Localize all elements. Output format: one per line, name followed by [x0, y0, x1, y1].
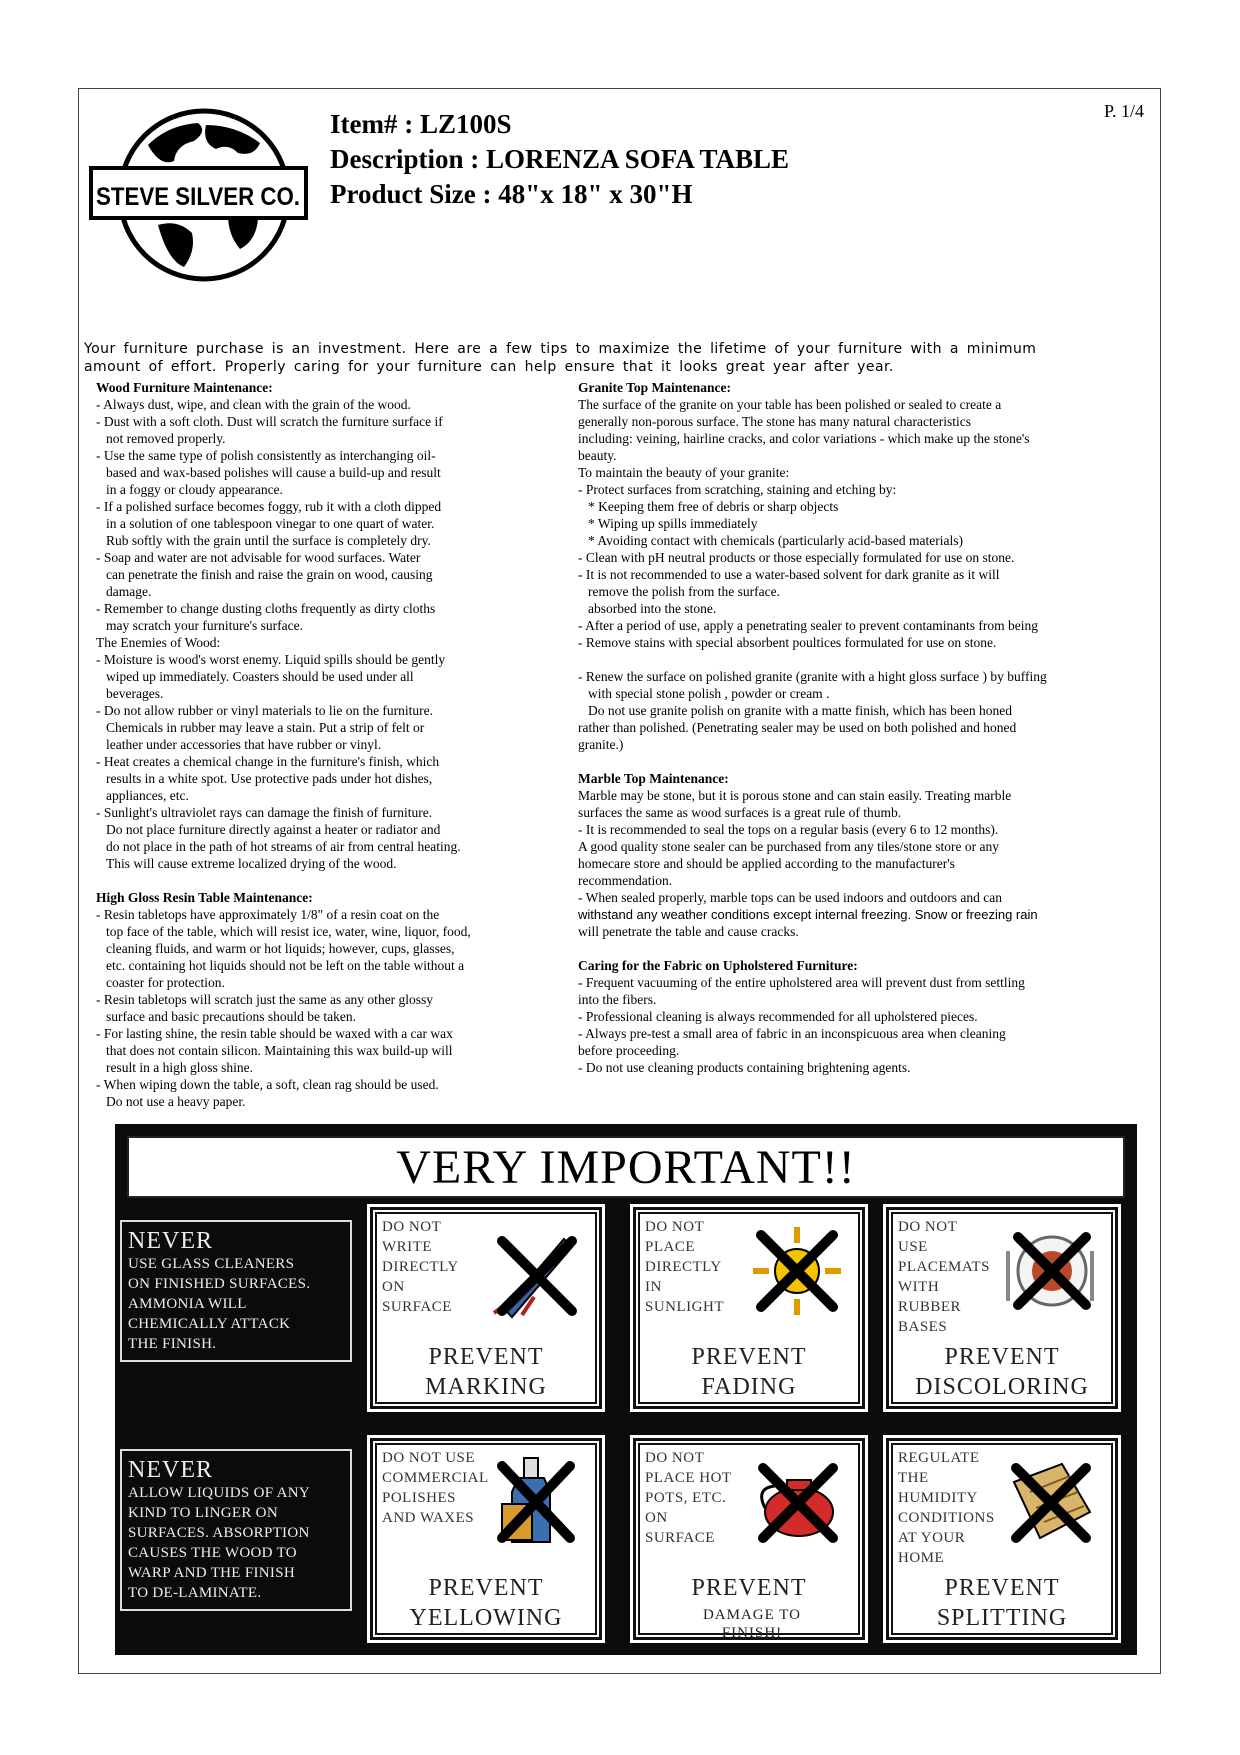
never-title: NEVER [128, 1457, 213, 1483]
care-tip-line: - Moisture is wood's worst enemy. Liquid spills should be gently [96, 652, 446, 667]
never-liquids-box [120, 1449, 352, 1611]
card-line: BASES [898, 1319, 948, 1335]
prevent-yellowing-card [367, 1435, 605, 1643]
card-line: PLACEMATS [898, 1259, 991, 1275]
care-tip-line: - When wiping down the table, a soft, clean rag should be used. [96, 1077, 439, 1092]
care-tip-line: - It is not recommended to use a water-based solvent for dark granite as it will [578, 567, 1000, 582]
card-line: DO NOT [645, 1450, 705, 1466]
care-tip-line: - After a period of use, apply a penetrating sealer to prevent contaminants from being [578, 618, 1038, 633]
card-line: DO NOT [382, 1219, 442, 1235]
section-heading: Wood Furniture Maintenance: [96, 380, 273, 395]
prevent-reason: FADING [701, 1374, 797, 1400]
section-heading: Granite Top Maintenance: [578, 380, 732, 395]
product-description: Description : LORENZA SOFA TABLE [330, 144, 790, 174]
card-instructions [898, 1448, 995, 1568]
card-line: HOME [898, 1550, 945, 1566]
care-tip-line: * Keeping them free of debris or sharp objects [588, 499, 839, 514]
never-line: ON FINISHED SURFACES. [128, 1276, 311, 1292]
prevent-fading-card [630, 1204, 868, 1412]
card-line: USE [898, 1239, 928, 1255]
care-tip-line: leather under accessories that have rubber or vinyl. [106, 737, 382, 752]
care-tip-line: - Always pre-test a small area of fabric in an inconspicuous area when cleaning [578, 1026, 1006, 1041]
never-line: ALLOW LIQUIDS OF ANY [128, 1485, 310, 1501]
care-tip-line: results in a white spot. Use protective pads under hot dishes, [106, 771, 433, 786]
spacer [96, 872, 471, 889]
card-line: PLACE HOT [645, 1470, 732, 1486]
intro-line: amount of effort. Properly caring for your furniture can help ensure that it looks great year after year. [84, 359, 894, 375]
care-tip-line: based and wax-based polishes will cause a build-up and result [106, 465, 441, 480]
item-number: Item# : LZ100S [330, 109, 512, 139]
care-tip-line: - Do not allow rubber or vinyl materials to lie on the furniture. [96, 703, 434, 718]
never-line: TO DE-LAMINATE. [128, 1585, 262, 1601]
card-instructions [898, 1217, 990, 1337]
card-line: DO NOT USE [382, 1450, 476, 1466]
sun-icon [747, 1221, 847, 1321]
section-heading: Caring for the Fabric on Upholstered Furniture: [578, 958, 858, 973]
care-tip-line: Do not place furniture directly against a heater or radiator and [106, 822, 441, 837]
care-tip-line: that does not contain silicon. Maintaining this wax build-up will [106, 1043, 453, 1058]
never-body [128, 1254, 344, 1354]
card-line: REGULATE [898, 1450, 980, 1466]
care-tip-line: before proceeding. [578, 1043, 680, 1058]
prevent-marking-card [367, 1204, 605, 1412]
prevent-reason: DAMAGE TO FINISH! [702, 1607, 802, 1641]
very-important-panel [115, 1124, 1137, 1655]
care-tip-line: - Resin tabletops have approximately 1/8" of a resin coat on the [96, 907, 440, 922]
care-tip-line: - Resin tabletops will scratch just the same as any other glossy [96, 992, 434, 1007]
care-tip-line: homecare store and should be applied according to the manufacturer's [578, 856, 955, 871]
care-tip-line: * Wiping up spills immediately [588, 516, 758, 531]
card-line: WITH [898, 1279, 940, 1295]
care-tip-line: - Soap and water are not advisable for wood surfaces. Water [96, 550, 421, 565]
care-tip-line: To maintain the beauty of your granite: [578, 465, 790, 480]
card-line: DO NOT [898, 1219, 958, 1235]
care-tip-line: remove the polish from the surface. [588, 584, 780, 599]
care-tip-line: generally non-porous surface. The stone has many natural characteristics [578, 414, 971, 429]
card-line: ON [645, 1510, 668, 1526]
care-tip-line: with special stone polish , powder or cream . [588, 686, 830, 701]
care-tip-line: - Sunlight's ultraviolet rays can damage the finish of furniture. [96, 805, 433, 820]
wood-and-resin-care-column [96, 379, 471, 1110]
never-line: WARP AND THE FINISH [128, 1565, 295, 1581]
card-instructions [645, 1448, 732, 1548]
care-tip-line: Chemicals in rubber may leave a stain. Put a strip of felt or [106, 720, 425, 735]
prevent-label: PREVENT [944, 1575, 1060, 1601]
prevent-damage-card [630, 1435, 868, 1643]
care-tip-line: - If a polished surface becomes foggy, rub it with a cloth dipped [96, 499, 442, 514]
care-tip-line: - Clean with pH neutral products or those especially formulated for use on stone. [578, 550, 1015, 565]
care-tip-line: This will cause extreme localized drying of the wood. [106, 856, 397, 871]
care-tip-line: wiped up immediately. Coasters should be used under all [106, 669, 414, 684]
never-line: SURFACES. ABSORPTION [128, 1525, 310, 1541]
care-tip-line: - Use the same type of polish consistently as interchanging oil- [96, 448, 436, 463]
never-body [128, 1483, 344, 1603]
card-line: RUBBER [898, 1299, 962, 1315]
care-tip-line: will penetrate the table and cause cracks. [578, 924, 799, 939]
care-tip-line: can penetrate the finish and raise the grain on wood, causing [106, 567, 433, 582]
prevent-reason: SPLITTING [936, 1605, 1068, 1631]
care-tip-line: * Avoiding contact with chemicals (particularly acid-based materials) [588, 533, 963, 548]
care-tip-line: - Professional cleaning is always recommended for all upholstered pieces. [578, 1009, 978, 1024]
split-wood-icon [1000, 1452, 1100, 1552]
prevent-reason: DISCOLORING [915, 1374, 1089, 1400]
never-line: KIND TO LINGER ON [128, 1505, 278, 1521]
very-important-title: VERY IMPORTANT!! [127, 1136, 1125, 1198]
care-tip-line: cleaning fluids, and warm or hot liquids; however, cups, glasses, [106, 941, 455, 956]
intro-text [84, 340, 1159, 376]
care-tip-line: into the fibers. [578, 992, 657, 1007]
care-tip-line: top face of the table, which will resist ice, water, wine, liquor, food, [106, 924, 471, 939]
care-tip-line: - Protect surfaces from scratching, staining and etching by: [578, 482, 897, 497]
care-tip-line: recommendation. [578, 873, 673, 888]
prevent-label: PREVENT [428, 1344, 544, 1370]
care-tip-line: granite.) [578, 737, 624, 752]
care-tip-line: - Heat creates a chemical change in the furniture's finish, which [96, 754, 440, 769]
never-line: USE GLASS CLEANERS [128, 1256, 295, 1272]
care-tip-line: rather than polished. (Penetrating sealer may be used on both polished and honed [578, 720, 1017, 735]
care-tip-line: Do not use a heavy paper. [106, 1094, 246, 1109]
care-tip-line: - Renew the surface on polished granite (granite with a hight gloss surface ) by buffing [578, 669, 1047, 684]
never-line: AMMONIA WILL [128, 1296, 247, 1312]
prevent-splitting-card [883, 1435, 1121, 1643]
polish-bottle-icon [484, 1452, 584, 1552]
prevent-discoloring-card [883, 1204, 1121, 1412]
care-tip-line: Do not use granite polish on granite with a matte finish, which has been honed [588, 703, 1013, 718]
card-line: SURFACE [645, 1530, 715, 1546]
care-tip-line: withstand any weather conditions except internal freezing. Snow or freezing rain [578, 907, 1038, 922]
card-instructions [382, 1448, 489, 1528]
prevent-label: PREVENT [428, 1575, 544, 1601]
card-line: HUMIDITY [898, 1490, 978, 1506]
never-line: CHEMICALLY ATTACK [128, 1316, 291, 1332]
care-tip-line: A good quality stone sealer can be purchased from any tiles/stone store or any [578, 839, 1000, 854]
care-tip-line: - For lasting shine, the resin table should be waxed with a car wax [96, 1026, 453, 1041]
card-line: IN [645, 1279, 662, 1295]
card-line: POTS, ETC. [645, 1490, 727, 1506]
card-line: DIRECTLY [645, 1259, 722, 1275]
never-title: NEVER [128, 1228, 213, 1254]
granite-marble-fabric-care-column [578, 379, 1047, 1076]
card-line: CONDITIONS [898, 1510, 995, 1526]
care-tip-line: surfaces the same as wood surfaces is a great rule of thumb. [578, 805, 902, 820]
placemat-icon [1000, 1221, 1100, 1321]
care-tip-line: Rub softly with the grain until the surface is completely dry. [106, 533, 431, 548]
prevent-reason: YELLOWING [409, 1605, 563, 1631]
product-size: Product Size : 48"x 18" x 30"H [330, 179, 693, 209]
card-line: AND WAXES [382, 1510, 475, 1526]
care-tip-line: beverages. [106, 686, 164, 701]
card-line: SURFACE [382, 1299, 452, 1315]
never-line: CAUSES THE WOOD TO [128, 1545, 297, 1561]
care-tip-line: The surface of the granite on your table has been polished or sealed to create a [578, 397, 1002, 412]
card-line: COMMERCIAL [382, 1470, 489, 1486]
card-line: POLISHES [382, 1490, 457, 1506]
care-tip-line: appliances, etc. [106, 788, 189, 803]
card-line: DO NOT [645, 1219, 705, 1235]
care-tip-line: including: veining, hairline cracks, and color variations - which make up the stone's [578, 431, 1030, 446]
card-line: THE [898, 1470, 929, 1486]
card-instructions [645, 1217, 724, 1317]
pen-icon [484, 1221, 584, 1321]
prevent-label: PREVENT [944, 1344, 1060, 1370]
care-tip-line: - Remember to change dusting cloths frequently as dirty cloths [96, 601, 436, 616]
spacer [578, 753, 1047, 770]
logo-text: STEVE SILVER CO. [96, 183, 300, 211]
card-line: PLACE [645, 1239, 696, 1255]
care-tip-line: - When sealed properly, marble tops can be used indoors and outdoors and can [578, 890, 1002, 905]
prevent-label: PREVENT [691, 1575, 807, 1601]
section-heading: High Gloss Resin Table Maintenance: [96, 890, 313, 905]
care-tip-line: - It is recommended to seal the tops on a regular basis (every 6 to 12 months). [578, 822, 999, 837]
care-tip-line: in a solution of one tablespoon vinegar to one quart of water. [106, 516, 435, 531]
card-line: WRITE [382, 1239, 432, 1255]
care-tip-line: - Do not use cleaning products containing brightening agents. [578, 1060, 911, 1075]
care-tip-line: damage. [106, 584, 152, 599]
care-tip-line: coaster for protection. [106, 975, 225, 990]
spacer [578, 940, 1047, 957]
care-tip-line: absorbed into the stone. [588, 601, 717, 616]
care-tip-line: Marble may be stone, but it is porous stone and can stain easily. Treating marble [578, 788, 1012, 803]
spacer [578, 651, 1047, 668]
prevent-label: PREVENT [691, 1344, 807, 1370]
card-line: SUNLIGHT [645, 1299, 724, 1315]
card-instructions [382, 1217, 459, 1317]
care-tip-line: - Remove stains with special absorbent poultices formulated for use on stone. [578, 635, 997, 650]
never-line: THE FINISH. [128, 1336, 217, 1352]
section-heading: Marble Top Maintenance: [578, 771, 729, 786]
card-line: ON [382, 1279, 405, 1295]
care-tip-line: in a foggy or cloudy appearance. [106, 482, 283, 497]
page-number: P. 1/4 [1104, 101, 1145, 121]
care-tip-line: surface and basic precautions should be taken. [106, 1009, 357, 1024]
care-tip-line: may scratch your furniture's surface. [106, 618, 303, 633]
care-tip-line: etc. containing hot liquids should not be left on the table without a [106, 958, 465, 973]
care-tip-line: do not place in the path of hot streams of air from central heating. [106, 839, 461, 854]
care-tip-line: - Frequent vacuuming of the entire upholstered area will prevent dust from settling [578, 975, 1025, 990]
card-line: AT YOUR [898, 1530, 966, 1546]
hot-pot-icon [747, 1452, 847, 1552]
intro-line: Your furniture purchase is an investment. Here are a few tips to maximize the lifetime of your furniture with a minimum [84, 341, 1037, 357]
care-tip-line: The Enemies of Wood: [96, 635, 221, 650]
care-tip-line: not removed properly. [106, 431, 226, 446]
card-line: DIRECTLY [382, 1259, 459, 1275]
steve-silver-globe-logo [88, 105, 310, 283]
care-tip-line: beauty. [578, 448, 617, 463]
care-tip-line: result in a high gloss shine. [106, 1060, 253, 1075]
care-tip-line: - Dust with a soft cloth. Dust will scratch the furniture surface if [96, 414, 443, 429]
care-tip-line: - Always dust, wipe, and clean with the grain of the wood. [96, 397, 411, 412]
never-glass-cleaners-box [120, 1220, 352, 1362]
prevent-reason: MARKING [425, 1374, 547, 1400]
